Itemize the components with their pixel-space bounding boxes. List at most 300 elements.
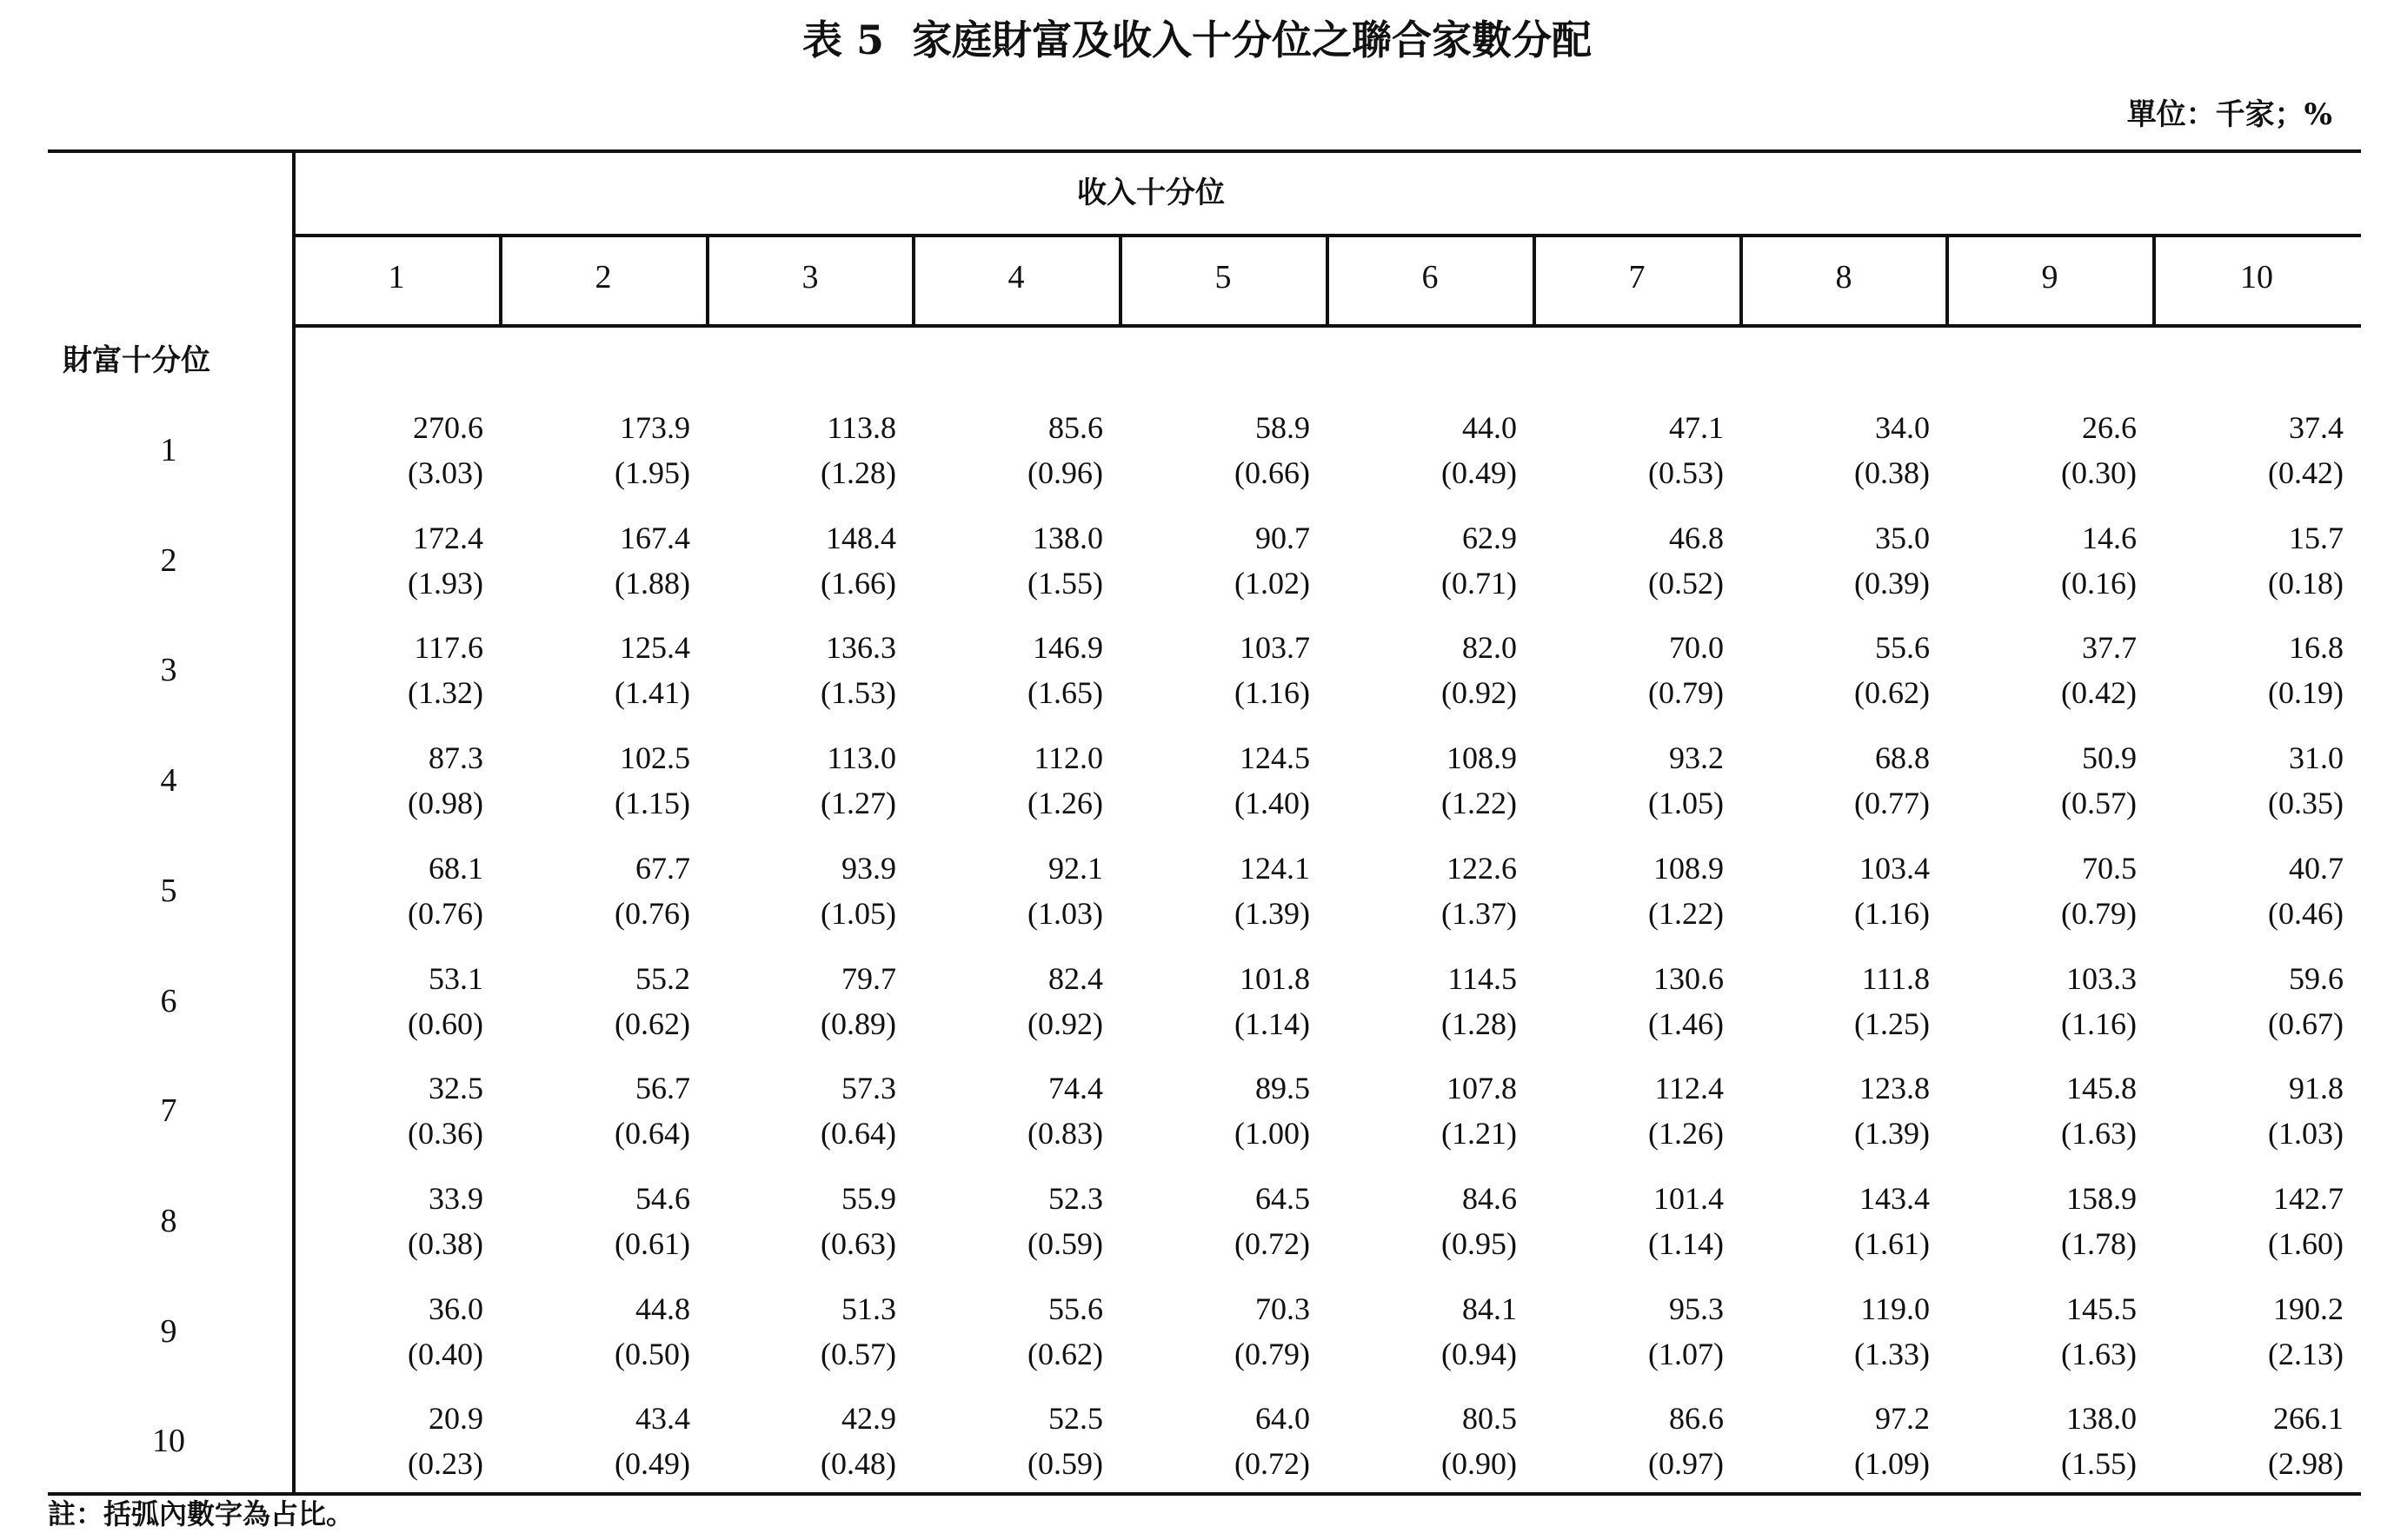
household-count: 44.0	[1462, 410, 1517, 445]
share-percent: (0.64)	[615, 1116, 690, 1151]
income-decile-3-header: 3	[801, 259, 819, 295]
table-cell	[516, 1396, 690, 1486]
table-cell	[1136, 405, 1310, 495]
table-cell	[309, 1176, 483, 1266]
share-percent: (1.78)	[2061, 1226, 2137, 1261]
household-count: 124.5	[1240, 740, 1310, 775]
share-percent: (0.89)	[821, 1006, 896, 1041]
table-cell	[1756, 625, 1930, 715]
household-count: 64.0	[1255, 1401, 1310, 1436]
table-cell	[722, 405, 896, 495]
share-percent: (0.77)	[1854, 786, 1930, 820]
household-count: 138.0	[1033, 521, 1103, 555]
household-count: 33.9	[429, 1181, 483, 1216]
household-count: 46.8	[1669, 521, 1724, 555]
table-cell	[309, 1286, 483, 1377]
household-count: 68.8	[1875, 740, 1930, 775]
table-cell	[929, 1176, 1103, 1266]
share-percent: (0.35)	[2268, 786, 2344, 820]
table-cell	[1136, 1065, 1310, 1156]
share-percent: (1.66)	[821, 566, 896, 601]
table-cell	[1963, 1286, 2137, 1377]
table-cell	[1756, 1065, 1930, 1156]
household-count: 125.4	[620, 630, 690, 665]
household-count: 55.6	[1048, 1291, 1103, 1326]
table-cell	[1550, 735, 1724, 826]
household-count: 58.9	[1255, 410, 1310, 445]
share-percent: (1.22)	[1441, 786, 1517, 820]
share-percent: (1.41)	[615, 675, 690, 710]
household-count: 130.6	[1653, 961, 1724, 996]
table-cell	[1136, 1176, 1310, 1266]
table-cell	[1136, 515, 1310, 606]
household-count: 50.9	[2082, 740, 2137, 775]
household-count: 82.0	[1462, 630, 1517, 665]
share-percent: (1.55)	[2061, 1446, 2137, 1481]
share-percent: (0.90)	[1441, 1446, 1517, 1481]
household-count: 112.0	[1034, 740, 1103, 775]
share-percent: (1.28)	[821, 455, 896, 490]
share-percent: (0.18)	[2268, 566, 2344, 601]
share-percent: (0.71)	[1441, 566, 1517, 601]
table-cell	[2170, 625, 2344, 715]
table-cell	[516, 735, 690, 826]
table-cell	[2170, 956, 2344, 1046]
share-percent: (0.53)	[1648, 455, 1724, 490]
household-count: 51.3	[841, 1291, 896, 1326]
table-cell	[516, 1286, 690, 1377]
table-cell	[1550, 1396, 1724, 1486]
table-cell	[309, 735, 483, 826]
table-cell	[1756, 1176, 1930, 1266]
share-percent: (0.72)	[1234, 1226, 1310, 1261]
share-percent: (1.22)	[1648, 896, 1724, 931]
table-cell	[929, 956, 1103, 1046]
household-count: 70.3	[1255, 1291, 1310, 1326]
table-cell	[516, 1176, 690, 1266]
share-percent: (0.67)	[2268, 1006, 2344, 1041]
share-percent: (1.95)	[615, 455, 690, 490]
share-percent: (1.03)	[2268, 1116, 2344, 1151]
share-percent: (1.39)	[1234, 896, 1310, 931]
household-count: 145.8	[2066, 1071, 2137, 1105]
share-percent: (1.16)	[1234, 675, 1310, 710]
table-cell	[1963, 1065, 2137, 1156]
household-count: 91.8	[2289, 1071, 2344, 1105]
table-cell	[2170, 846, 2344, 936]
table-cell	[929, 1065, 1103, 1156]
household-count: 82.4	[1048, 961, 1103, 996]
share-percent: (1.55)	[1027, 566, 1103, 601]
share-percent: (0.59)	[1027, 1226, 1103, 1261]
household-count: 93.2	[1669, 740, 1724, 775]
share-percent: (0.52)	[1648, 566, 1724, 601]
household-count: 32.5	[429, 1071, 483, 1105]
household-count: 89.5	[1255, 1071, 1310, 1105]
household-count: 64.5	[1255, 1181, 1310, 1216]
household-count: 270.6	[413, 410, 483, 445]
table-cell	[929, 405, 1103, 495]
share-percent: (1.65)	[1027, 675, 1103, 710]
table-cell	[929, 515, 1103, 606]
household-count: 142.7	[2273, 1181, 2344, 1216]
share-percent: (0.79)	[2061, 896, 2137, 931]
wealth-decile-2-label: 2	[160, 542, 177, 579]
table-cell	[2170, 735, 2344, 826]
share-percent: (1.09)	[1854, 1446, 1930, 1481]
household-count: 15.7	[2289, 521, 2344, 555]
household-count: 111.8	[1861, 961, 1930, 996]
share-percent: (0.50)	[615, 1337, 690, 1371]
share-percent: (0.95)	[1441, 1226, 1517, 1261]
income-decile-5-header: 5	[1214, 259, 1232, 295]
share-percent: (1.63)	[2061, 1116, 2137, 1151]
household-count: 16.8	[2289, 630, 2344, 665]
table-cell	[1136, 846, 1310, 936]
wealth-decile-3-label: 3	[160, 652, 177, 688]
household-count: 55.2	[635, 961, 690, 996]
household-count: 90.7	[1255, 521, 1310, 555]
household-count: 84.6	[1462, 1181, 1517, 1216]
share-percent: (0.83)	[1027, 1116, 1103, 1151]
wealth-decile-1-label: 1	[160, 432, 177, 468]
share-percent: (1.32)	[408, 675, 483, 710]
share-percent: (0.64)	[821, 1116, 896, 1151]
table-cell	[2170, 1286, 2344, 1377]
share-percent: (1.39)	[1854, 1116, 1930, 1151]
household-count: 57.3	[841, 1071, 896, 1105]
table-cell	[309, 405, 483, 495]
table-cell	[1963, 1176, 2137, 1266]
wealth-decile-4-label: 4	[160, 762, 177, 799]
household-count: 85.6	[1048, 410, 1103, 445]
share-percent: (0.92)	[1441, 675, 1517, 710]
share-percent: (1.27)	[821, 786, 896, 820]
table-cell	[309, 846, 483, 936]
table-cell	[1343, 405, 1517, 495]
household-count: 59.6	[2289, 961, 2344, 996]
household-count: 173.9	[620, 410, 690, 445]
table-cell	[722, 1396, 896, 1486]
wealth-decile-9-label: 9	[160, 1313, 177, 1350]
share-percent: (0.61)	[615, 1226, 690, 1261]
share-percent: (1.33)	[1854, 1337, 1930, 1371]
household-count: 114.5	[1447, 961, 1517, 996]
share-percent: (0.76)	[408, 896, 483, 931]
table-cell	[722, 846, 896, 936]
share-percent: (0.60)	[408, 1006, 483, 1041]
share-percent: (0.66)	[1234, 455, 1310, 490]
household-count: 55.9	[841, 1181, 896, 1216]
share-percent: (0.48)	[821, 1446, 896, 1481]
table-cell	[2170, 405, 2344, 495]
table-cell	[1756, 956, 1930, 1046]
table-cell	[1963, 1396, 2137, 1486]
share-percent: (0.98)	[408, 786, 483, 820]
table-cell	[722, 515, 896, 606]
income-decile-4-header: 4	[1007, 259, 1025, 295]
wealth-decile-7-label: 7	[160, 1092, 177, 1129]
share-percent: (0.63)	[821, 1226, 896, 1261]
table-cell	[1963, 405, 2137, 495]
table-cell	[1343, 846, 1517, 936]
share-percent: (2.98)	[2268, 1446, 2344, 1481]
household-count: 44.8	[635, 1291, 690, 1326]
share-percent: (0.57)	[821, 1337, 896, 1371]
table-cell	[309, 1396, 483, 1486]
share-percent: (1.05)	[1648, 786, 1724, 820]
table-cell	[1343, 515, 1517, 606]
share-percent: (1.88)	[615, 566, 690, 601]
share-percent: (0.46)	[2268, 896, 2344, 931]
table-cell	[722, 735, 896, 826]
table-cell	[1756, 846, 1930, 936]
household-count: 143.4	[1859, 1181, 1930, 1216]
household-count: 190.2	[2273, 1291, 2344, 1326]
share-percent: (1.03)	[1027, 896, 1103, 931]
table-cell	[722, 956, 896, 1046]
household-count: 119.0	[1860, 1291, 1930, 1326]
household-count: 52.5	[1048, 1401, 1103, 1436]
share-percent: (0.19)	[2268, 675, 2344, 710]
household-count: 108.9	[1446, 740, 1517, 775]
household-count: 146.9	[1033, 630, 1103, 665]
share-percent: (1.14)	[1234, 1006, 1310, 1041]
share-percent: (0.40)	[408, 1337, 483, 1371]
table-cell	[1343, 956, 1517, 1046]
table-cell	[929, 625, 1103, 715]
wealth-decile-8-label: 8	[160, 1203, 177, 1239]
share-percent: (0.42)	[2268, 455, 2344, 490]
stub-divider	[292, 149, 296, 1494]
table-cell	[722, 1176, 896, 1266]
table-cell	[1343, 1176, 1517, 1266]
household-count: 87.3	[429, 740, 483, 775]
wealth-decile-header: 財富十分位	[63, 343, 210, 378]
share-percent: (0.62)	[1027, 1337, 1103, 1371]
table-top-rule	[48, 149, 2361, 153]
household-count: 102.5	[620, 740, 690, 775]
table-cell	[1550, 846, 1724, 936]
table-cell	[516, 405, 690, 495]
share-percent: (0.38)	[408, 1226, 483, 1261]
household-count: 103.7	[1240, 630, 1310, 665]
household-count: 62.9	[1462, 521, 1517, 555]
household-count: 148.4	[826, 521, 896, 555]
share-percent: (0.96)	[1027, 455, 1103, 490]
wealth-decile-6-label: 6	[160, 983, 177, 1019]
table-cell	[929, 846, 1103, 936]
household-count: 68.1	[429, 851, 483, 886]
household-count: 43.4	[635, 1401, 690, 1436]
household-count: 101.4	[1653, 1181, 1724, 1216]
table-cell	[722, 1065, 896, 1156]
table-cell	[1550, 1065, 1724, 1156]
unit-note: 單位：千家；%	[2126, 97, 2332, 132]
table-cell	[1550, 405, 1724, 495]
share-percent: (1.16)	[2061, 1006, 2137, 1041]
table-cell	[309, 625, 483, 715]
table-cell	[2170, 515, 2344, 606]
household-count: 93.9	[841, 851, 896, 886]
share-percent: (1.05)	[821, 896, 896, 931]
household-count: 37.7	[2082, 630, 2137, 665]
household-count: 113.0	[827, 740, 896, 775]
household-count: 145.5	[2066, 1291, 2137, 1326]
table-bottom-rule	[48, 1492, 2361, 1496]
household-count: 172.4	[413, 521, 483, 555]
wealth-decile-10-label: 10	[152, 1423, 185, 1459]
table-cell	[309, 515, 483, 606]
household-count: 138.0	[2066, 1401, 2137, 1436]
table-cell	[516, 515, 690, 606]
table-cell	[1343, 1286, 1517, 1377]
household-count: 113.8	[827, 410, 896, 445]
table-cell	[309, 1065, 483, 1156]
household-count: 34.0	[1875, 410, 1930, 445]
table-cell	[1550, 1286, 1724, 1377]
household-count: 53.1	[429, 961, 483, 996]
table-cell	[722, 625, 896, 715]
share-percent: (0.39)	[1854, 566, 1930, 601]
income-decile-1-header: 1	[388, 259, 405, 295]
table-cell	[516, 846, 690, 936]
share-percent: (0.49)	[615, 1446, 690, 1481]
footnote: 註：括弧內數字為占比。	[48, 1497, 355, 1530]
share-percent: (1.40)	[1234, 786, 1310, 820]
table-cell	[1136, 1286, 1310, 1377]
household-count: 136.3	[826, 630, 896, 665]
table-cell	[929, 1396, 1103, 1486]
share-percent: (1.60)	[2268, 1226, 2344, 1261]
table-cell	[2170, 1176, 2344, 1266]
share-percent: (0.72)	[1234, 1446, 1310, 1481]
table-cell	[929, 735, 1103, 826]
share-percent: (0.36)	[408, 1116, 483, 1151]
table-cell	[722, 1286, 896, 1377]
share-percent: (0.79)	[1648, 675, 1724, 710]
household-count: 47.1	[1669, 410, 1724, 445]
table-cell	[309, 956, 483, 1046]
household-count: 52.3	[1048, 1181, 1103, 1216]
table-cell	[2170, 1065, 2344, 1156]
income-decile-2-header: 2	[595, 259, 612, 295]
household-count: 42.9	[841, 1401, 896, 1436]
share-percent: (0.49)	[1441, 455, 1517, 490]
share-percent: (0.23)	[408, 1446, 483, 1481]
household-count: 70.5	[2082, 851, 2137, 886]
table-cell	[1756, 735, 1930, 826]
household-count: 95.3	[1669, 1291, 1724, 1326]
income-decile-6-header: 6	[1421, 259, 1439, 295]
table-cell	[1343, 735, 1517, 826]
share-percent: (0.79)	[1234, 1337, 1310, 1371]
household-count: 266.1	[2273, 1401, 2344, 1436]
share-percent: (0.92)	[1027, 1006, 1103, 1041]
household-count: 31.0	[2289, 740, 2344, 775]
household-count: 54.6	[635, 1181, 690, 1216]
income-decile-8-header: 8	[1835, 259, 1852, 295]
household-count: 123.8	[1859, 1071, 1930, 1105]
table-cell	[1963, 956, 2137, 1046]
share-percent: (1.21)	[1441, 1116, 1517, 1151]
household-count: 70.0	[1669, 630, 1724, 665]
share-percent: (1.53)	[821, 675, 896, 710]
table-cell	[1136, 735, 1310, 826]
table-cell	[929, 1286, 1103, 1377]
household-count: 112.4	[1654, 1071, 1724, 1105]
table-cell	[1963, 625, 2137, 715]
household-count: 158.9	[2066, 1181, 2137, 1216]
share-percent: (1.37)	[1441, 896, 1517, 931]
share-percent: (1.26)	[1027, 786, 1103, 820]
table-cell	[1963, 846, 2137, 936]
wealth-decile-5-label: 5	[160, 873, 177, 909]
share-percent: (0.62)	[615, 1006, 690, 1041]
table-cell	[1756, 1286, 1930, 1377]
share-percent: (0.62)	[1854, 675, 1930, 710]
table-cell	[1963, 515, 2137, 606]
household-count: 37.4	[2289, 410, 2344, 445]
share-percent: (1.00)	[1234, 1116, 1310, 1151]
table-cell	[1136, 1396, 1310, 1486]
household-count: 36.0	[429, 1291, 483, 1326]
table-cell	[1756, 405, 1930, 495]
table-cell	[1343, 1396, 1517, 1486]
share-percent: (1.63)	[2061, 1337, 2137, 1371]
share-percent: (1.46)	[1648, 1006, 1724, 1041]
table-cell	[1136, 956, 1310, 1046]
table-cell	[1550, 1176, 1724, 1266]
household-count: 80.5	[1462, 1401, 1517, 1436]
household-count: 97.2	[1875, 1401, 1930, 1436]
table-cell	[1756, 515, 1930, 606]
household-count: 20.9	[429, 1401, 483, 1436]
share-percent: (1.25)	[1854, 1006, 1930, 1041]
table-cell	[1550, 956, 1724, 1046]
share-percent: (1.28)	[1441, 1006, 1517, 1041]
household-count: 122.6	[1446, 851, 1517, 886]
share-percent: (1.16)	[1854, 896, 1930, 931]
household-count: 167.4	[620, 521, 690, 555]
household-count: 103.3	[2066, 961, 2137, 996]
share-percent: (2.13)	[2268, 1337, 2344, 1371]
household-count: 40.7	[2289, 851, 2344, 886]
household-count: 84.1	[1462, 1291, 1517, 1326]
share-percent: (1.14)	[1648, 1226, 1724, 1261]
household-count: 103.4	[1859, 851, 1930, 886]
table-cell	[1550, 515, 1724, 606]
household-count: 108.9	[1653, 851, 1724, 886]
income-decile-9-header: 9	[2041, 259, 2058, 295]
share-percent: (3.03)	[408, 455, 483, 490]
household-count: 67.7	[635, 851, 690, 886]
table-cell	[1963, 735, 2137, 826]
household-count: 55.6	[1875, 630, 1930, 665]
table-cell	[516, 1065, 690, 1156]
table-cell	[516, 625, 690, 715]
share-percent: (0.42)	[2061, 675, 2137, 710]
share-percent: (1.26)	[1648, 1116, 1724, 1151]
household-count: 79.7	[841, 961, 896, 996]
table-cell	[1756, 1396, 1930, 1486]
income-decile-header: 收入十分位	[1077, 176, 1225, 210]
table-cell	[1550, 625, 1724, 715]
income-decile-10-header: 10	[2240, 259, 2273, 295]
share-percent: (0.97)	[1648, 1446, 1724, 1481]
share-percent: (1.07)	[1648, 1337, 1724, 1371]
household-count: 56.7	[635, 1071, 690, 1105]
